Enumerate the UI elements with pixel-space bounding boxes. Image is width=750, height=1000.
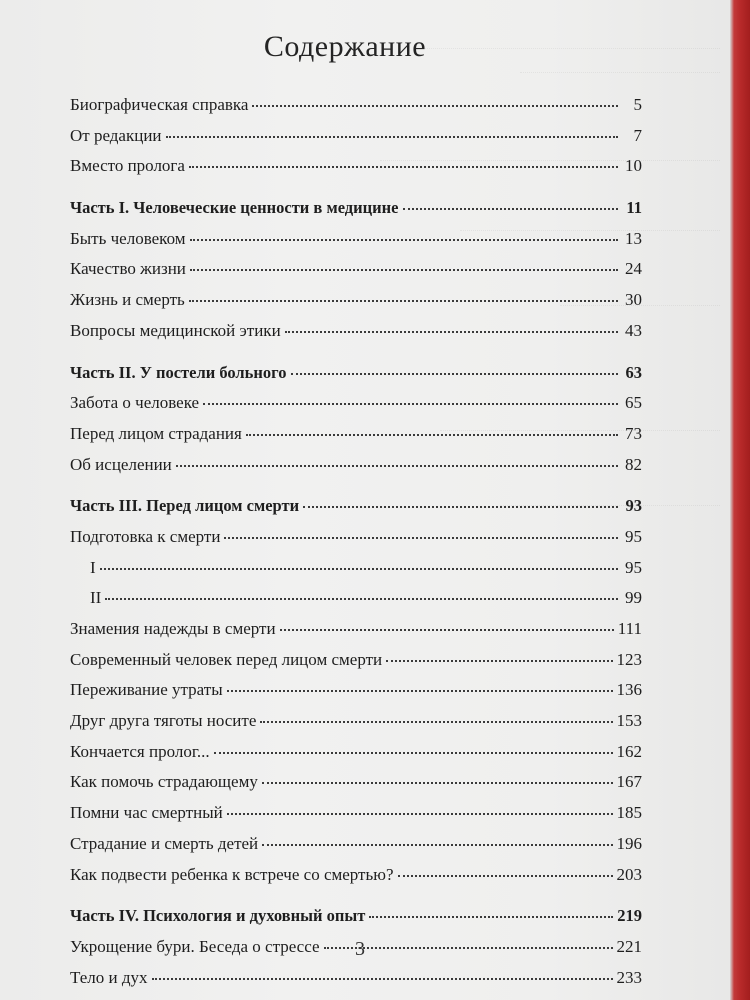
- dot-leader: [189, 286, 618, 302]
- toc-entry-page-number: 167: [616, 772, 642, 792]
- red-page-edge: [730, 0, 750, 1000]
- toc-entry: [70, 258, 642, 289]
- toc-entry: [70, 526, 642, 557]
- dot-leader: [386, 646, 612, 662]
- toc-entry-title: Об исцелении: [70, 454, 172, 474]
- toc-entry-page-number: 219: [617, 906, 642, 926]
- toc-entry-page-number: 136: [616, 680, 642, 700]
- toc-entry-page-number: 95: [625, 557, 642, 577]
- toc-entry-title: Знамения надежды в смерти: [70, 619, 276, 638]
- toc-entry-page-number: 63: [625, 362, 642, 382]
- dot-leader: [166, 122, 618, 138]
- toc-entry-title: Подготовка к смерти: [70, 526, 221, 546]
- toc-entry-page-number: 185: [616, 803, 642, 823]
- table-of-contents: [70, 94, 642, 997]
- dot-leader: [227, 676, 613, 692]
- toc-entry-page-number: 221: [616, 936, 642, 956]
- dot-leader: [190, 225, 619, 241]
- page-title: Содержание: [263, 30, 427, 63]
- dot-leader: [369, 902, 613, 918]
- toc-entry: [70, 833, 642, 864]
- dot-leader: [224, 523, 618, 539]
- toc-entry-title: Страдание и смерть детей: [70, 833, 259, 853]
- toc-entry-title: Жизнь и смерть: [70, 290, 185, 310]
- dot-leader: [227, 799, 613, 815]
- toc-entry-page-number: 162: [616, 741, 642, 761]
- toc-entry-title: Вместо пролога: [70, 156, 185, 176]
- toc-entry-title: Часть I. Человеческие ценности в медицине: [70, 198, 399, 218]
- toc-entry-page-number: 153: [616, 711, 642, 731]
- toc-entry: [70, 454, 642, 485]
- toc-entry: [70, 679, 642, 710]
- toc-part-heading: [70, 495, 642, 526]
- toc-part-heading: [70, 362, 642, 393]
- toc-entry: [70, 228, 642, 259]
- dot-leader: [176, 451, 618, 467]
- toc-entry-page-number: 7: [633, 125, 642, 145]
- toc-entry-page-number: 30: [625, 290, 642, 310]
- dot-leader: [152, 964, 613, 980]
- toc-entry: [70, 320, 642, 351]
- dot-leader: [262, 830, 612, 846]
- toc-entry: [70, 710, 642, 741]
- toc-entry-title: Вопросы медицинской этики: [70, 320, 281, 340]
- dot-leader: [105, 584, 618, 600]
- toc-entry-title: Часть III. Перед лицом смерти: [70, 496, 300, 516]
- toc-entry-title: Перед лицом страдания: [70, 423, 242, 443]
- toc-entry-title: Тело и дух: [70, 967, 148, 987]
- toc-entry: [70, 618, 642, 649]
- toc-entry-title: От редакции: [70, 125, 162, 145]
- toc-entry-page-number: 13: [625, 228, 642, 248]
- toc-entry-title: Укрощение бури. Беседа о стрессе: [70, 936, 320, 956]
- toc-entry-title: Как помочь страдающему: [70, 772, 258, 792]
- toc-entry-title: I: [90, 557, 96, 577]
- toc-entry: [70, 864, 642, 895]
- dot-leader: [398, 861, 613, 877]
- dot-leader: [214, 738, 613, 754]
- dot-leader: [285, 317, 618, 333]
- toc-entry-title: Качество жизни: [70, 259, 186, 279]
- toc-entry-title: Современный человек перед лицом смерти: [70, 649, 383, 669]
- toc-entry-page-number: 111: [617, 619, 642, 638]
- toc-entry-page-number: 10: [625, 156, 642, 176]
- toc-entry: [70, 392, 642, 423]
- toc-entry-page-number: 24: [625, 259, 642, 279]
- toc-entry-title: Друг друга тяготы носите: [70, 711, 257, 731]
- toc-entry: [70, 94, 642, 125]
- toc-entry-page-number: 73: [625, 423, 642, 443]
- toc-entry-page-number: 196: [616, 833, 642, 853]
- toc-entry-title: Биографическая справка: [70, 95, 249, 114]
- toc-entry: [70, 802, 642, 833]
- toc-entry: [70, 423, 642, 454]
- toc-entry-page-number: 95: [625, 526, 642, 546]
- dot-leader: [203, 389, 618, 405]
- dot-leader: [291, 359, 619, 375]
- toc-entry-title: II: [90, 588, 102, 608]
- toc-entry-title: Забота о человеке: [70, 393, 200, 413]
- dot-leader: [189, 152, 618, 168]
- toc-entry-page-number: 43: [625, 320, 642, 340]
- toc-entry-title: Как подвести ребенка к встрече со смертью?: [70, 864, 394, 884]
- toc-entry-page-number: 5: [633, 95, 642, 114]
- dot-leader: [260, 707, 612, 723]
- toc-entry-page-number: 82: [625, 454, 642, 474]
- toc-entry: [70, 771, 642, 802]
- toc-entry: [70, 125, 642, 156]
- toc-entry-page-number: 233: [616, 967, 642, 987]
- toc-entry: [70, 741, 642, 772]
- toc-entry-title: Кончается пролог...: [70, 741, 210, 761]
- dot-leader: [246, 420, 618, 436]
- dot-leader: [190, 255, 618, 271]
- toc-entry-title: Часть II. У постели больного: [70, 362, 287, 382]
- toc-part-heading: [70, 197, 642, 228]
- toc-entry: [70, 649, 642, 680]
- toc-entry: [70, 289, 642, 320]
- toc-entry-page-number: 65: [625, 393, 642, 413]
- toc-entry: [70, 557, 642, 588]
- toc-entry-page-number: 11: [626, 198, 642, 218]
- dot-leader: [403, 194, 618, 210]
- dot-leader: [262, 768, 613, 784]
- dot-leader: [252, 91, 618, 107]
- toc-entry-title: Помни час смертный: [70, 803, 223, 823]
- toc-entry-title: Часть IV. Психология и духовный опыт: [70, 906, 366, 926]
- dot-leader: [100, 554, 618, 570]
- toc-entry: [70, 967, 642, 998]
- page-number: 3: [355, 938, 365, 960]
- dot-leader: [303, 492, 618, 508]
- toc-part-heading: [70, 905, 642, 936]
- toc-entry-title: Быть человеком: [70, 228, 186, 248]
- toc-entry-title: Переживание утраты: [70, 680, 223, 700]
- toc-entry-page-number: 203: [616, 864, 642, 884]
- toc-entry: [70, 587, 642, 618]
- toc-entry-page-number: 93: [625, 496, 642, 516]
- toc-entry: [70, 155, 642, 186]
- dot-leader: [280, 615, 614, 631]
- toc-entry-page-number: 123: [616, 649, 642, 669]
- toc-entry-page-number: 99: [625, 588, 642, 608]
